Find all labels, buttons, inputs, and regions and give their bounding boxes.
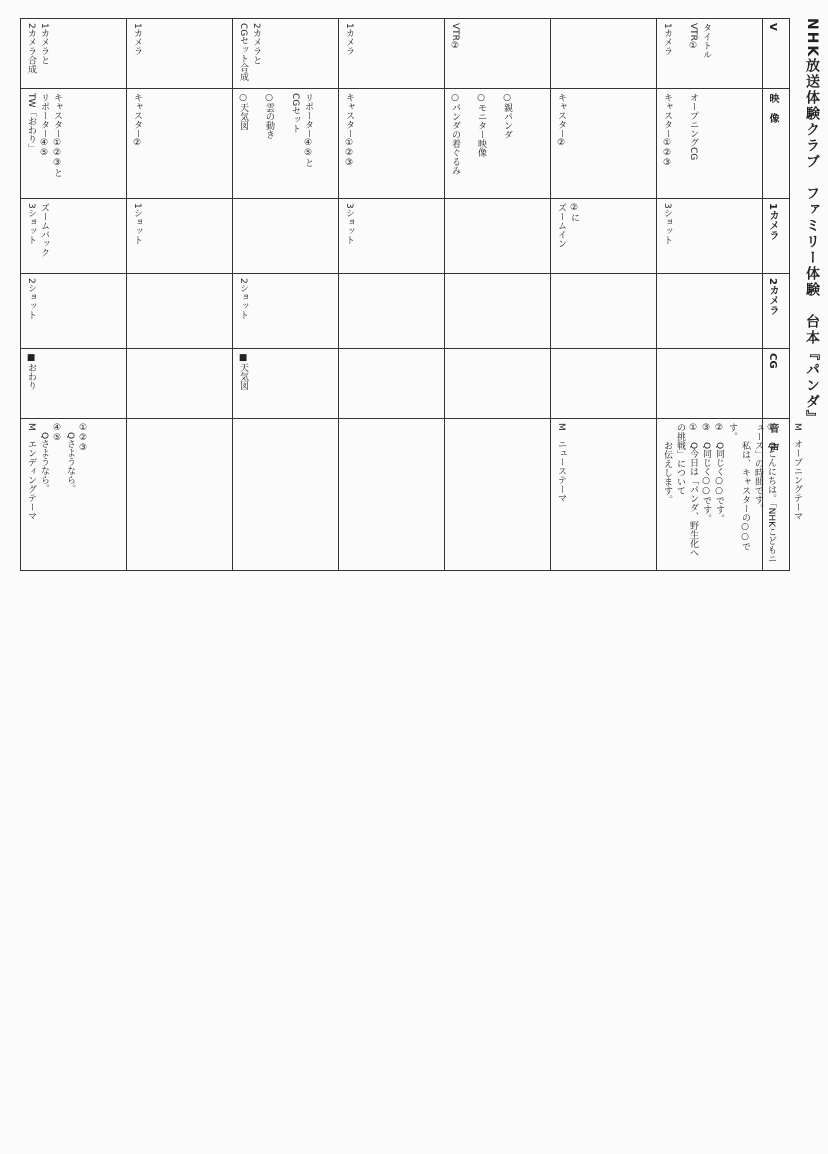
row-header-cg: [763, 349, 790, 419]
script-cell: [233, 349, 339, 419]
cell-text: 1ショット: [132, 203, 142, 245]
header-text: V: [767, 23, 778, 31]
cell-text: M ニューステーマ: [556, 423, 566, 503]
cell-text: [233, 199, 239, 273]
cell-text: [657, 274, 663, 348]
script-cell: [339, 419, 445, 571]
cell-text: 1カメラと 2カメラ合成: [26, 23, 49, 74]
script-cell: [445, 19, 551, 89]
cell-text: [233, 419, 239, 570]
script-row-cg: [21, 349, 790, 419]
cell-text: VTR②: [450, 23, 460, 51]
script-cell: [233, 89, 339, 199]
script-cell: [551, 19, 657, 89]
cell-text: [445, 419, 451, 570]
script-cell: [551, 349, 657, 419]
cell-text: 1カメラ: [132, 23, 142, 56]
script-cell: [127, 274, 233, 349]
cell-text: ■おわり: [26, 353, 36, 390]
cell-text: [339, 274, 345, 348]
cell-text: 2カメラと CGセット合成: [238, 23, 261, 82]
cell-text: キャスター①②③と リポーター④⑤ TW「おわり」: [26, 93, 62, 177]
script-cell: [233, 419, 339, 571]
cell-text: オープニングCG キャスター①②③: [662, 93, 698, 168]
cell-text: 3ショット: [344, 203, 354, 245]
cell-text: 2ショット: [238, 278, 248, 320]
script-cell: [445, 199, 551, 274]
script-cell: [551, 199, 657, 274]
header-text: 1カメラ: [767, 203, 778, 240]
cell-text: 1カメラ: [344, 23, 354, 56]
script-cell: [21, 19, 127, 89]
script-cell: [233, 199, 339, 274]
script-row-video: [21, 89, 790, 199]
script-cell: [127, 349, 233, 419]
script-row-camera1: [21, 199, 790, 274]
row-header-camera2: [763, 274, 790, 349]
cell-text: [551, 19, 557, 88]
cell-text: キャスター①②③: [344, 93, 354, 168]
cell-text: 3ショット: [662, 203, 672, 245]
cell-text: タイトル VTR① 1カメラ: [662, 23, 711, 59]
script-cell: [551, 89, 657, 199]
script-cell: [339, 199, 445, 274]
script-cell: [339, 349, 445, 419]
cell-text: [657, 349, 663, 418]
row-header-video: [763, 89, 790, 199]
script-cell: [21, 89, 127, 199]
script-cell: [127, 19, 233, 89]
script-row-v: [21, 19, 790, 89]
script-cell: [233, 19, 339, 89]
script-cell: [657, 349, 763, 419]
script-cell: [127, 419, 233, 571]
script-cell: [233, 274, 339, 349]
cell-text: [339, 349, 345, 418]
script-cell: [21, 349, 127, 419]
cell-text: 2ショット: [26, 278, 36, 320]
cell-text: ズームバック 3ショット: [26, 203, 49, 257]
cell-text: ①②③ Qさようなら。 ④⑤ Qさようなら。 M エンディングテーマ: [26, 423, 88, 521]
cell-text: [127, 274, 133, 348]
script-cell: [445, 274, 551, 349]
page-title: NHK放送体験クラブ ファミリー体験 台本『パンダ』: [804, 18, 820, 427]
cell-text: ②に ズームイン: [556, 203, 579, 248]
script-cell: [657, 199, 763, 274]
script-cell: [21, 419, 127, 571]
header-text: CG: [767, 353, 778, 369]
script-cell: [339, 19, 445, 89]
script-cell: [551, 419, 657, 571]
cell-text: [551, 274, 557, 348]
script-cell: [551, 274, 657, 349]
script-cell: [21, 199, 127, 274]
header-text: 2カメラ: [767, 278, 778, 315]
header-text: 映 像: [767, 93, 778, 123]
cell-text: M オープニングテーマ ① Qこんにちは。「NHKこどもニュース」の時間です。 私は、キャスターの○○です。 ② Q同じく○○です。 ③ Q同じく○○です。 ① Q今日は「パンダ、野生化への挑戦」について お伝えします。: [662, 423, 802, 563]
script-cell: [657, 274, 763, 349]
row-header-camera1: [763, 199, 790, 274]
script-table: [20, 18, 802, 571]
script-cell: [339, 274, 445, 349]
script-cell: [657, 89, 763, 199]
cell-text: [445, 199, 451, 273]
cell-text: [339, 419, 345, 570]
cell-text: [445, 274, 451, 348]
cell-text: キャスター②: [556, 93, 566, 148]
script-cell: [339, 89, 445, 199]
cell-text: キャスター②: [132, 93, 142, 148]
cell-text: ○親パンダ ○モニター映像 ○パンダの着ぐるみ: [450, 93, 512, 175]
cell-text: [127, 349, 133, 418]
cell-text: [127, 419, 133, 570]
row-header-v: [763, 19, 790, 89]
header-text: 音 声: [767, 423, 778, 453]
script-cell: [445, 349, 551, 419]
script-cell: [445, 89, 551, 199]
script-cell: [657, 19, 763, 89]
script-cell: [127, 199, 233, 274]
cell-text: リポーター④⑤と CGセット ○雲の動き ○天気図: [238, 93, 313, 167]
script-cell: [21, 274, 127, 349]
script-row-camera2: [21, 274, 790, 349]
script-cell: [445, 419, 551, 571]
cell-text: [551, 349, 557, 418]
cell-text: ■天気図: [238, 353, 248, 390]
script-cell: [127, 89, 233, 199]
script-row-audio: [21, 419, 790, 571]
cell-text: [445, 349, 451, 418]
